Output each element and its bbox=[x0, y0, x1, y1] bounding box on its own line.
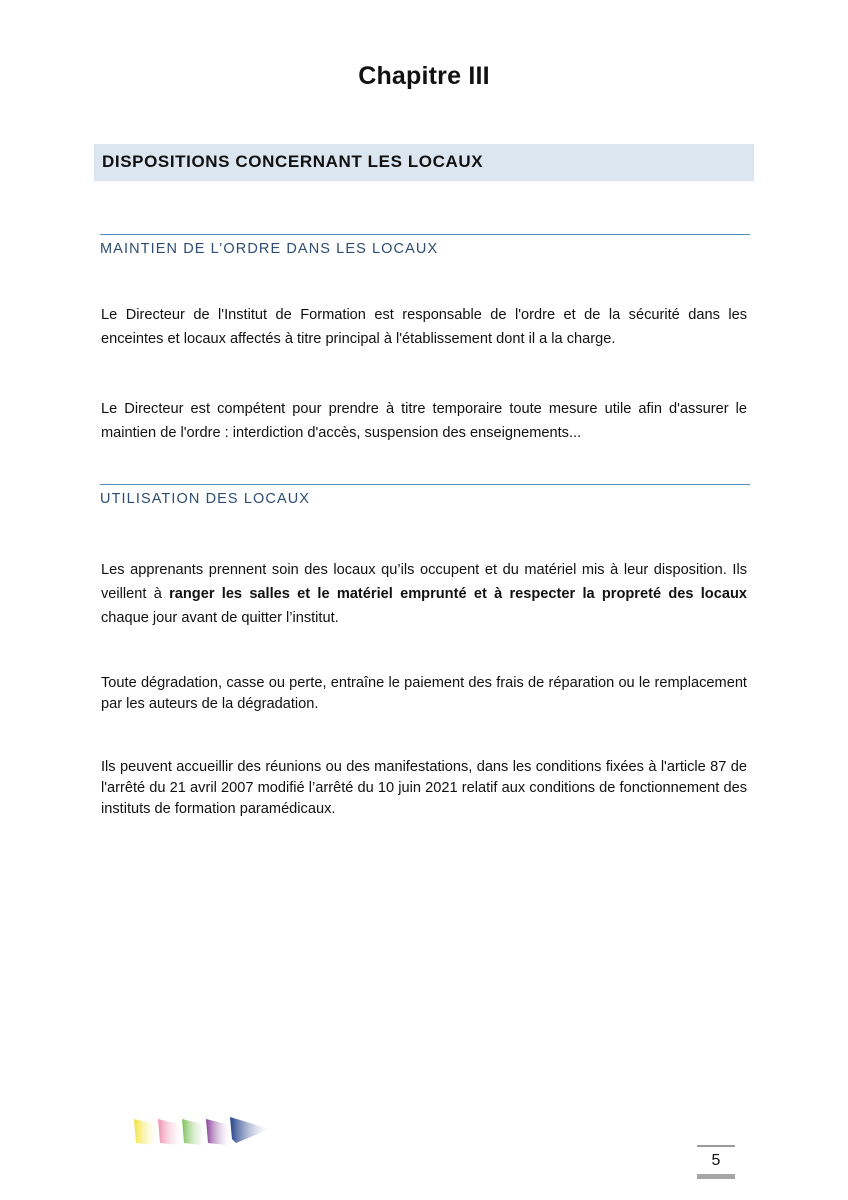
paragraph-reunions: Ils peuvent accueillir des réunions ou des manifestations, dans les conditions fixées à l'article 87 de l'arrêté du 21 avril 2007 modifié l’arrêté du 10 juin 2021 relatif aux conditions de fonctionnement des instituts de formation paramédicaux. bbox=[101, 759, 747, 817]
paragraph-apprenants-text-2: chaque jour avant de quitter l’institut. bbox=[101, 610, 339, 626]
section-banner bbox=[94, 144, 754, 181]
paragraph-degradation: Toute dégradation, casse ou perte, entraîne le paiement des frais de réparation ou le remplacement par les auteurs de la dégradation. bbox=[101, 675, 747, 712]
paragraph-apprenants-text-1: Les apprenants prennent soin des locaux qu’ils occupent et du matériel mis à leur disposition. Ils veillent à bbox=[101, 562, 747, 602]
subheading-utilisation-locaux: UTILISATION DES LOCAUX bbox=[100, 484, 750, 507]
section-banner-title: DISPOSITIONS CONCERNANT LES LOCAUX bbox=[102, 152, 484, 171]
paragraph-directeur-responsable: Le Directeur de l'Institut de Formation est responsable de l'ordre et de la sécurité dans les enceintes et locaux affectés à titre principal à l'établissement dont il a la charge. bbox=[101, 307, 747, 347]
colored-arrows-logo-icon bbox=[132, 1115, 272, 1147]
page-number-top-rule bbox=[697, 1145, 735, 1147]
chapter-title: Chapitre III bbox=[358, 62, 490, 90]
page-number-box bbox=[697, 1145, 735, 1179]
page-number-bottom-rule bbox=[697, 1174, 735, 1179]
subheading-maintien-ordre: MAINTIEN DE L’ORDRE DANS LES LOCAUX bbox=[100, 234, 750, 257]
paragraph-directeur-competent: Le Directeur est compétent pour prendre à titre temporaire toute mesure utile afin d'assurer le maintien de l'ordre : interdiction d'accès, suspension des enseignements... bbox=[101, 401, 747, 441]
paragraph-apprenants-soin bbox=[101, 558, 747, 630]
page-number: 5 bbox=[711, 1152, 721, 1169]
paragraph-apprenants-bold: ranger les salles et le matériel emprunté et à respecter la propreté des locaux bbox=[169, 586, 747, 602]
